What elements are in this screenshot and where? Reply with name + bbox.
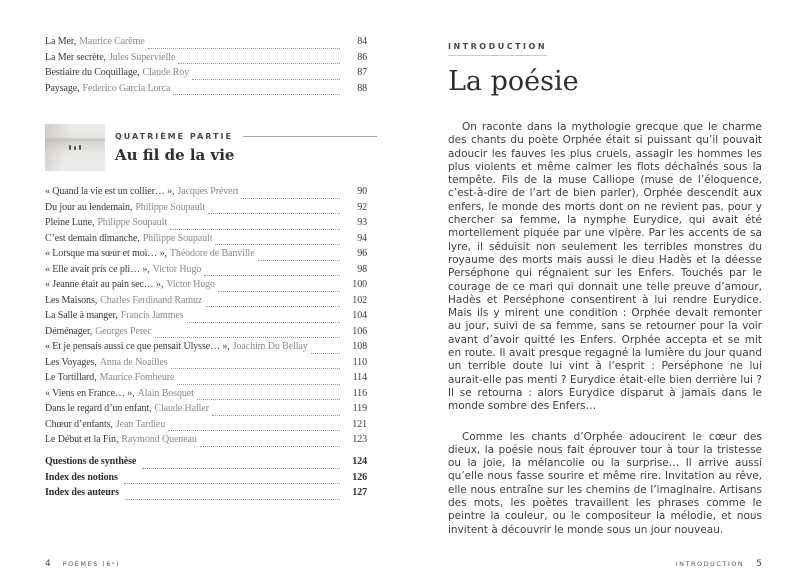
toc-entry-author: Jules Supervielle bbox=[108, 51, 176, 63]
left-page-footer bbox=[45, 551, 120, 570]
toc-entry-author: Francis Jammes bbox=[120, 310, 184, 321]
dotted-leader bbox=[311, 353, 340, 354]
toc-entry-page-number: 94 bbox=[357, 232, 367, 244]
intro-paragraph: On raconte dans la mythologie grecque que le charme des chants du poète Orphée était si puissant qu’il pouvait adoucir les fauves les plus cruels, assagir les hommes les plus violents et même calmer les flots déchaînés sous la tempête. Fils de la muse Calliope (muse de l’éloquence, c’est-à-dire de l’art de bien parler), Orphée descendit aux enfers, le monde des morts dont on ne revient pas, pour y chercher sa femme, la nymphe Eurydice, qui avait été mortellement piquée par une vipère. Par les accents de sa lyre, il séduisit non seulement les terribles monstres du royaume des morts mais aussi le dieu Hadès et la déesse Perséphone qui régnaient sur les Enfers. Touchés par le courage de ce mari qui donnait une telle preuve d’amour, Hadès et Perséphone consentirent à lui rendre Eurydice. Mais ils y mirent une condition : Orphée devait remonter au jour, suivi de sa femme, sans se retourner pour la voir avant d’avoir quitté les Enfers. Orphée accepta et se mit en route. Il avait presque regagné la lumière du jour quand un terrible doute lui vint à l’esprit : Perséphone ne lui aurait-elle pas menti ? Eurydice était-elle bien derrière lui ? Il se retourna : alors Eurydice disparut à jamais dans le monde sombre des Enfers… bbox=[448, 121, 762, 413]
toc-entry-author: Georges Perec bbox=[95, 325, 152, 337]
toc-entry-page-number: 98 bbox=[357, 263, 367, 275]
toc-entry-text bbox=[45, 372, 174, 383]
toc-entry-title: « Et je pensais aussi ce que pensait Ulysse… », bbox=[45, 341, 230, 352]
dotted-leader bbox=[171, 368, 340, 369]
toc-entry-text bbox=[45, 233, 212, 244]
person-figure-icon bbox=[79, 145, 81, 150]
toc-entry-title: Chœur d’enfants, bbox=[45, 418, 113, 430]
dotted-leader bbox=[142, 468, 340, 469]
toc-entry-page-number: 123 bbox=[352, 434, 367, 445]
intro-paragraph: Comme les chants d’Orphée adoucirent le cœur des dieux, la poésie nous fait éprouver tour à tour la tristesse ou la joie, la mélancolie ou la surprise… Il arrive aussi qu’elle nous fasse sourire et même rire. Invitation au rêve, elle nous entraîne sur les chemins de l’imaginaire. Artisans des mots, les poètes travaillent les phrases comme le peintre la couleur, ou le compositeur la mélodie, et nous invitent à découvrir le monde sous un jour nouveau. bbox=[448, 430, 762, 536]
toc-entry bbox=[45, 434, 367, 450]
intro-header bbox=[448, 36, 762, 97]
toc-entry-title: La Mer secrète, bbox=[45, 51, 106, 63]
intro-title: La poésie bbox=[448, 66, 579, 97]
part-header bbox=[45, 124, 377, 171]
part-title: Au fil de la vie bbox=[115, 146, 235, 164]
toc-entry-page-number: 121 bbox=[352, 418, 367, 430]
toc-entry-title: « Quand la vie est un collier… », bbox=[45, 186, 175, 197]
person-figure-icon bbox=[69, 145, 71, 150]
toc-entry-page-number: 108 bbox=[352, 341, 367, 352]
toc-entry bbox=[45, 279, 367, 295]
toc-entry-title: Pleine Lune, bbox=[45, 217, 95, 228]
dotted-leader bbox=[197, 399, 340, 400]
toc-entry-author: Maurice Fombeure bbox=[99, 372, 175, 383]
toc-entry-text bbox=[45, 279, 215, 290]
toc-entry bbox=[45, 472, 367, 488]
toc-entry-title: Bestiaire du Coquillage, bbox=[45, 67, 140, 78]
toc-entry bbox=[45, 372, 367, 388]
toc-entry-page-number: 110 bbox=[352, 356, 367, 368]
toc-list-main bbox=[45, 186, 367, 450]
toc-entry-page-number: 106 bbox=[352, 325, 367, 337]
toc-entry-text bbox=[45, 36, 145, 47]
toc-entry-page-number: 124 bbox=[352, 456, 367, 467]
toc-entry bbox=[45, 264, 367, 280]
toc-entry-author: Philippe Soupault bbox=[97, 217, 168, 228]
toc-entry bbox=[45, 341, 367, 357]
dotted-leader bbox=[258, 260, 340, 261]
part-photo bbox=[45, 124, 105, 171]
toc-entry bbox=[45, 326, 367, 342]
toc-entry-author: Jean Tardieu bbox=[115, 418, 166, 430]
part-rule bbox=[243, 136, 377, 137]
toc-entry-title: Du jour au lendemain, bbox=[45, 201, 133, 213]
toc-entry-text bbox=[45, 434, 197, 445]
toc-entry-title: Paysage, bbox=[45, 82, 80, 94]
toc-entry-page-number: 84 bbox=[357, 36, 367, 47]
toc-entry bbox=[45, 357, 367, 373]
toc-entry-title: Le Tortillard, bbox=[45, 372, 97, 383]
toc-entry bbox=[45, 310, 367, 326]
toc-entry-page-number: 90 bbox=[357, 186, 367, 197]
toc-entry-title: La Salle à manger, bbox=[45, 310, 118, 321]
toc-entry-author: Maurice Carême bbox=[79, 36, 145, 47]
toc-entry-title: « Elle avait pris ce pli… », bbox=[45, 263, 150, 275]
toc-entry bbox=[45, 388, 367, 404]
toc-entry bbox=[45, 186, 367, 202]
toc-entry-text bbox=[45, 456, 139, 467]
dotted-leader bbox=[212, 415, 340, 416]
toc-entry-page-number: 104 bbox=[352, 310, 367, 321]
dotted-leader bbox=[173, 94, 340, 95]
footer-page-number: 5 bbox=[756, 559, 762, 569]
toc-entry-text bbox=[45, 341, 308, 352]
dotted-leader bbox=[208, 213, 340, 214]
toc-entry-page-number: 86 bbox=[357, 51, 367, 63]
toc-list-end bbox=[45, 456, 367, 503]
toc-entry-page-number: 96 bbox=[357, 248, 367, 259]
toc-entry-page-number: 92 bbox=[357, 201, 367, 213]
dotted-leader bbox=[148, 48, 340, 49]
dotted-leader bbox=[178, 63, 340, 64]
dotted-leader bbox=[187, 322, 340, 323]
footer-page-number: 4 bbox=[45, 559, 51, 569]
toc-entry bbox=[45, 217, 367, 233]
toc-entry-author: Claude Roy bbox=[142, 67, 190, 78]
dotted-leader bbox=[218, 291, 340, 292]
toc-entry-text bbox=[45, 472, 121, 483]
dotted-leader bbox=[205, 306, 340, 307]
toc-entry-title: C’est demain dimanche, bbox=[45, 232, 140, 244]
toc-entry bbox=[45, 248, 367, 264]
toc-entry-text bbox=[45, 217, 167, 228]
person-figure-icon bbox=[74, 146, 76, 150]
toc-entry-author: Anna de Noailles bbox=[99, 356, 168, 368]
toc-list-top bbox=[45, 36, 367, 98]
dotted-leader bbox=[204, 275, 340, 276]
toc-entry-text bbox=[45, 326, 152, 337]
toc-entry-title: Dans le regard d’un enfant, bbox=[45, 403, 152, 414]
toc-entry-title: « Viens en France… », bbox=[45, 387, 135, 399]
toc-entry-text bbox=[45, 388, 194, 399]
dotted-leader bbox=[241, 198, 340, 199]
toc-entry-title: Index des notions bbox=[45, 471, 118, 483]
toc-entry-author: Philippe Soupault bbox=[135, 201, 206, 213]
toc-entry bbox=[45, 52, 367, 68]
toc-entry bbox=[45, 36, 367, 52]
toc-entry-text bbox=[45, 295, 202, 306]
toc-entry-title: Déménager, bbox=[45, 325, 93, 337]
toc-entry-text bbox=[45, 83, 170, 94]
toc-entry-text bbox=[45, 248, 255, 259]
toc-entry bbox=[45, 233, 367, 249]
right-page-footer bbox=[676, 551, 762, 570]
toc-entry-text bbox=[45, 186, 238, 197]
toc-entry-text bbox=[45, 67, 189, 78]
intro-body bbox=[448, 121, 762, 554]
toc-entry-text bbox=[45, 403, 209, 414]
footer-book-label: POÈMES (6ᵉ) bbox=[62, 560, 121, 568]
toc-entry-page-number: 88 bbox=[357, 82, 367, 94]
toc-entry-author: Claude Haller bbox=[154, 403, 209, 414]
toc-entry-title: Les Voyages, bbox=[45, 356, 97, 368]
toc-entry bbox=[45, 83, 367, 99]
toc-entry-title: Index des auteurs bbox=[45, 487, 119, 498]
footer-section-label: INTRODUCTION bbox=[675, 560, 745, 568]
toc-entry-text bbox=[45, 357, 168, 368]
dotted-leader bbox=[124, 483, 340, 484]
toc-entry-page-number: 93 bbox=[357, 217, 367, 228]
toc-entry-page-number: 127 bbox=[352, 487, 367, 498]
toc-entry bbox=[45, 487, 367, 503]
intro-section-label: INTRODUCTION bbox=[448, 42, 547, 56]
toc-entry-page-number: 116 bbox=[352, 387, 367, 399]
toc-entry-text bbox=[45, 310, 184, 321]
toc-entry-page-number: 87 bbox=[357, 67, 367, 78]
toc-entry-author: Federico Garcia Lorca bbox=[82, 82, 171, 94]
dotted-leader bbox=[125, 499, 340, 500]
toc-entry-author: Joachim Du Bellay bbox=[232, 341, 308, 352]
toc-entry-page-number: 102 bbox=[352, 294, 367, 306]
toc-entry-text bbox=[45, 52, 175, 63]
toc-entry-title: Les Maisons, bbox=[45, 294, 98, 306]
toc-entry-text bbox=[45, 487, 122, 498]
toc-entry-page-number: 126 bbox=[352, 471, 367, 483]
dotted-leader bbox=[177, 384, 340, 385]
toc-entry-author: Raymond Queneau bbox=[121, 434, 197, 445]
toc-entry-text bbox=[45, 419, 165, 430]
toc-entry bbox=[45, 202, 367, 218]
toc-entry-title: « Lorsque ma sœur et moi… », bbox=[45, 248, 167, 259]
toc-entry-page-number: 100 bbox=[352, 279, 367, 290]
toc-entry-author: Jacques Prévert bbox=[177, 186, 239, 197]
toc-entry-title: « Jeanne était au pain sec… », bbox=[45, 279, 164, 290]
dotted-leader bbox=[155, 337, 340, 338]
toc-entry-text bbox=[45, 202, 205, 213]
toc-entry-author: Philippe Soupault bbox=[142, 232, 213, 244]
toc-entry-title: Le Début et la Fin, bbox=[45, 434, 119, 445]
toc-entry-author: Victor Hugo bbox=[166, 279, 215, 290]
dotted-leader bbox=[170, 229, 340, 230]
toc-entry bbox=[45, 456, 367, 472]
toc-entry-page-number: 114 bbox=[352, 372, 367, 383]
toc-entry bbox=[45, 403, 367, 419]
dotted-leader bbox=[192, 79, 340, 80]
dotted-leader bbox=[215, 244, 340, 245]
toc-entry-author: Théodore de Banville bbox=[169, 248, 255, 259]
toc-entry-author: Alain Bosquet bbox=[137, 387, 194, 399]
dotted-leader bbox=[168, 430, 340, 431]
toc-entry-text bbox=[45, 264, 201, 275]
toc-entry bbox=[45, 295, 367, 311]
part-header-body bbox=[115, 124, 377, 171]
toc-entry bbox=[45, 419, 367, 435]
toc-entry bbox=[45, 67, 367, 83]
toc-entry-title: La Mer, bbox=[45, 36, 77, 47]
toc-entry-page-number: 119 bbox=[352, 403, 367, 414]
part-label: QUATRIÈME PARTIE bbox=[115, 132, 233, 141]
toc-entry-author: Victor Hugo bbox=[152, 263, 202, 275]
toc-entry-author: Charles Ferdinand Ramuz bbox=[100, 294, 203, 306]
dotted-leader bbox=[200, 446, 340, 447]
part-label-row bbox=[115, 132, 377, 141]
toc-entry-title: Questions de synthèse bbox=[45, 456, 137, 467]
